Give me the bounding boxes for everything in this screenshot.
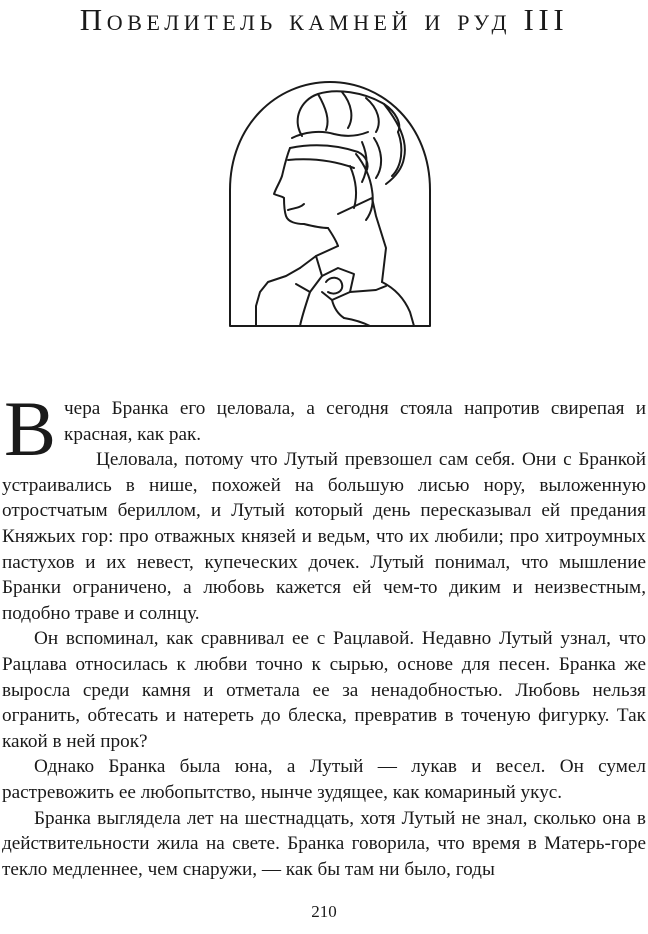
body-text <box>2 385 646 882</box>
paragraph: Бранка выглядела лет на шестнадцать, хотя Лутый не знал, сколько она в действительности жила на свете. Бранка говорила, что время в Матерь-горе текло медленнее, чем снаружи, — как бы там ни было, годы <box>2 807 646 880</box>
page-number: 210 <box>311 902 337 921</box>
portrait-illustration-icon <box>226 78 434 328</box>
paragraph-text: чера Бранка его целовала, а сегодня стояла напротив свирепая и красная, как рак. <box>64 398 646 445</box>
drop-cap: В <box>4 385 57 472</box>
running-header: Повелитель камней и руд III <box>79 2 569 37</box>
paragraph <box>2 385 646 472</box>
paragraph: Он вспоминал, как сравнивал ее с Рацлавой. Недавно Лутый узнал, что Рацлава относилась к любви точно к сырью, основе для песен. Бранка же выросла среди камня и отметала ее за ненадобностью. Любовь нельзя огранить, обтесать и натереть до блеска, превратив в точеную фигурку. Так какой в ней прок? <box>2 628 646 752</box>
paragraph: Однако Бранка была юна, а Лутый — лукав и весел. Он сумел растревожить ее любопытство, нынче зудящее, как комариный укус. <box>2 756 646 803</box>
paragraph: Целовала, потому что Лутый превзошел сам себя. Они с Бранкой устраивались в нише, похожей на большую лисью нору, выложенную отростчатым бериллом, и Лутый который день пересказывал ей предания Княжьих гор: про отважных князей и ведьм, что их любили; про хитроумных пастухов и их невест, купеческих дочек. Лутый понимал, что мышление Бранки ограничено, а любовь кажется ей чем-то диким и неизвестным, подобно траве и солнцу. <box>2 449 646 624</box>
